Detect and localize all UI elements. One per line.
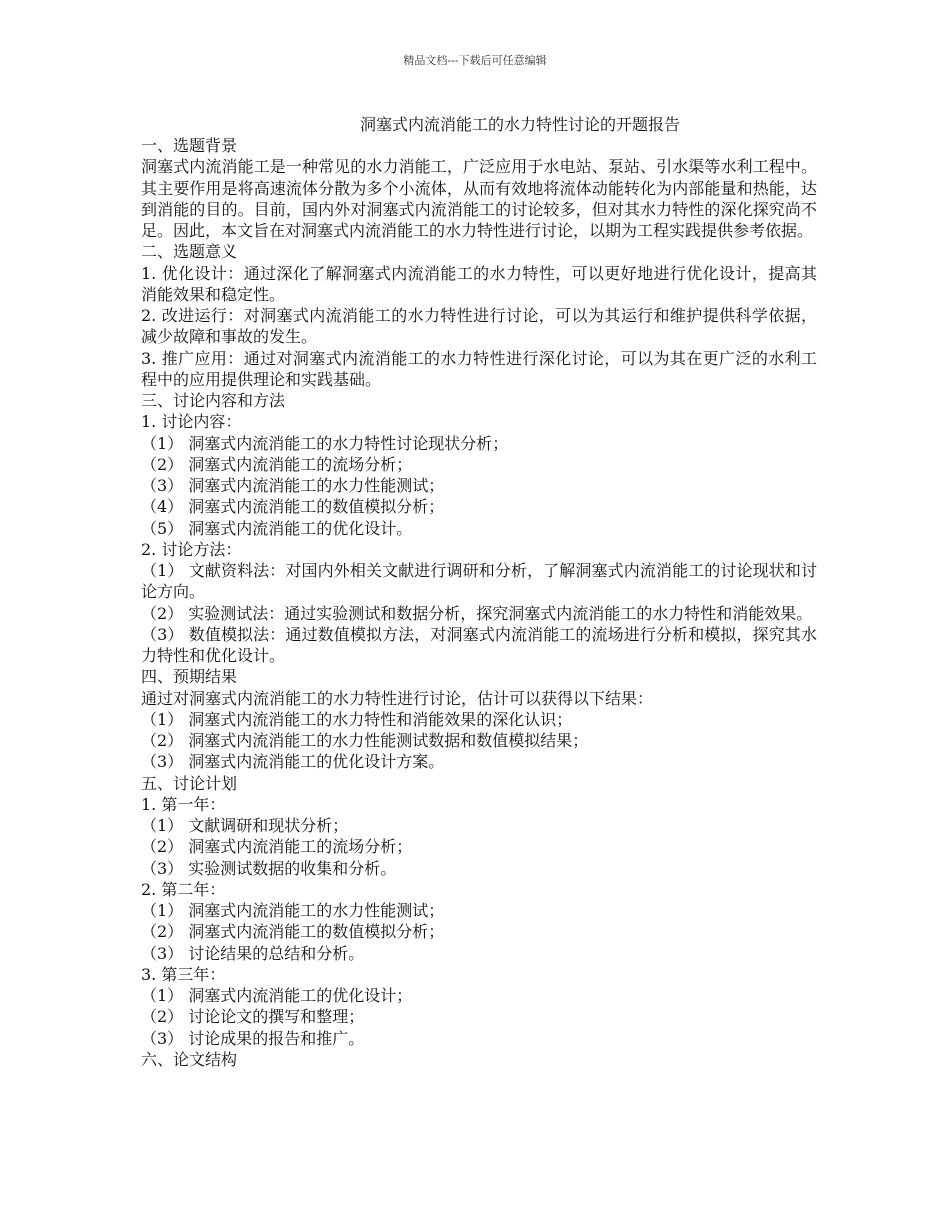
section-heading-background: 一、选题背景 xyxy=(141,136,238,155)
expected-item: （3） 洞塞式内流消能工的优化设计方案。 xyxy=(141,752,445,772)
page-header-watermark: 精品文档---下载后可任意编辑 xyxy=(403,54,547,67)
content-item: （3） 洞塞式内流消能工的水力性能测试； xyxy=(141,476,445,495)
plan-item: （3） 讨论成果的报告和推广。 xyxy=(141,1028,365,1048)
expected-intro: 通过对洞塞式内流消能工的水力特性进行讨论，估计可以获得以下结果： xyxy=(141,688,654,708)
document-title: 洞塞式内流消能工的水力特性讨论的开题报告 xyxy=(360,115,681,134)
significance-item: 3. 推广应用：通过对洞塞式内流消能工的水力特性进行深化讨论，可以为其在更广泛的水利工程中的应用提供理论和实践基础。 xyxy=(141,348,817,389)
method-item: （1） 文献资料法：对国内外相关文献进行调研和分析，了解洞塞式内流消能工的讨论现状和讨论方向。 xyxy=(141,561,817,602)
plan-item: （2） 洞塞式内流消能工的流场分析； xyxy=(141,837,413,857)
plan-year3-label: 3. 第三年： xyxy=(141,964,226,984)
plan-item: （1） 文献调研和现状分析； xyxy=(141,816,349,835)
plan-item: （1） 洞塞式内流消能工的水力性能测试； xyxy=(141,901,445,920)
section-heading-significance: 二、选题意义 xyxy=(141,242,238,262)
expected-item: （1） 洞塞式内流消能工的水力特性和消能效果的深化认识； xyxy=(141,709,573,729)
section-heading-content-methods: 三、讨论内容和方法 xyxy=(141,391,286,410)
section-heading-plan: 五、讨论计划 xyxy=(141,773,238,793)
document-body xyxy=(141,135,817,1070)
method-item: （2） 实验测试法：通过实验测试和数据分析，探究洞塞式内流消能工的水力特性和消能效果。 xyxy=(141,603,813,623)
background-paragraph: 洞塞式内流消能工是一种常见的水力消能工，广泛应用于水电站、泵站、引水渠等水利工程中。其主要作用是将高速流体分散为多个小流体，从而有效地将流体动能转化为内部能量和热能，达到消能的目的。目前，国内外对洞塞式内流消能工的讨论较多，但对其水力特性的深化探究尚不足。因此，本文旨在对洞塞式内流消能工的水力特性进行讨论，以期为工程实践提供参考依据。 xyxy=(141,157,817,240)
content-item: （5） 洞塞式内流消能工的优化设计。 xyxy=(141,518,413,538)
plan-item: （3） 实验测试数据的收集和分析。 xyxy=(141,858,397,878)
significance-item: 2. 改进运行：对洞塞式内流消能工的水力特性进行讨论，可以为其运行和维护提供科学依据，减少故障和事故的发生。 xyxy=(141,306,817,347)
plan-item: （1） 洞塞式内流消能工的优化设计； xyxy=(141,986,413,1005)
significance-item: 1. 优化设计：通过深化了解洞塞式内流消能工的水力特性，可以更好地进行优化设计，提高其消能效果和稳定性。 xyxy=(141,263,817,304)
content-item: （1） 洞塞式内流消能工的水力特性讨论现状分析； xyxy=(141,433,509,453)
content-item: （2） 洞塞式内流消能工的流场分析； xyxy=(141,454,413,474)
plan-item: （2） 洞塞式内流消能工的数值模拟分析； xyxy=(141,922,445,942)
content-item: （4） 洞塞式内流消能工的数值模拟分析； xyxy=(141,497,445,517)
methods-label: 2. 讨论方法： xyxy=(141,539,242,559)
section-heading-structure: 六、论文结构 xyxy=(141,1049,238,1069)
method-item: （3） 数值模拟法：通过数值模拟方法，对洞塞式内流消能工的流场进行分析和模拟，探究其水力特性和优化设计。 xyxy=(141,624,817,665)
plan-item: （2） 讨论论文的撰写和整理； xyxy=(141,1007,365,1027)
plan-year1-label: 1. 第一年： xyxy=(141,794,226,814)
plan-item: （3） 讨论结果的总结和分析。 xyxy=(141,943,365,963)
plan-year2-label: 2. 第二年： xyxy=(141,879,226,899)
section-heading-expected: 四、预期结果 xyxy=(141,667,238,687)
expected-item: （2） 洞塞式内流消能工的水力性能测试数据和数值模拟结果； xyxy=(141,731,589,750)
content-label: 1. 讨论内容： xyxy=(141,412,242,432)
